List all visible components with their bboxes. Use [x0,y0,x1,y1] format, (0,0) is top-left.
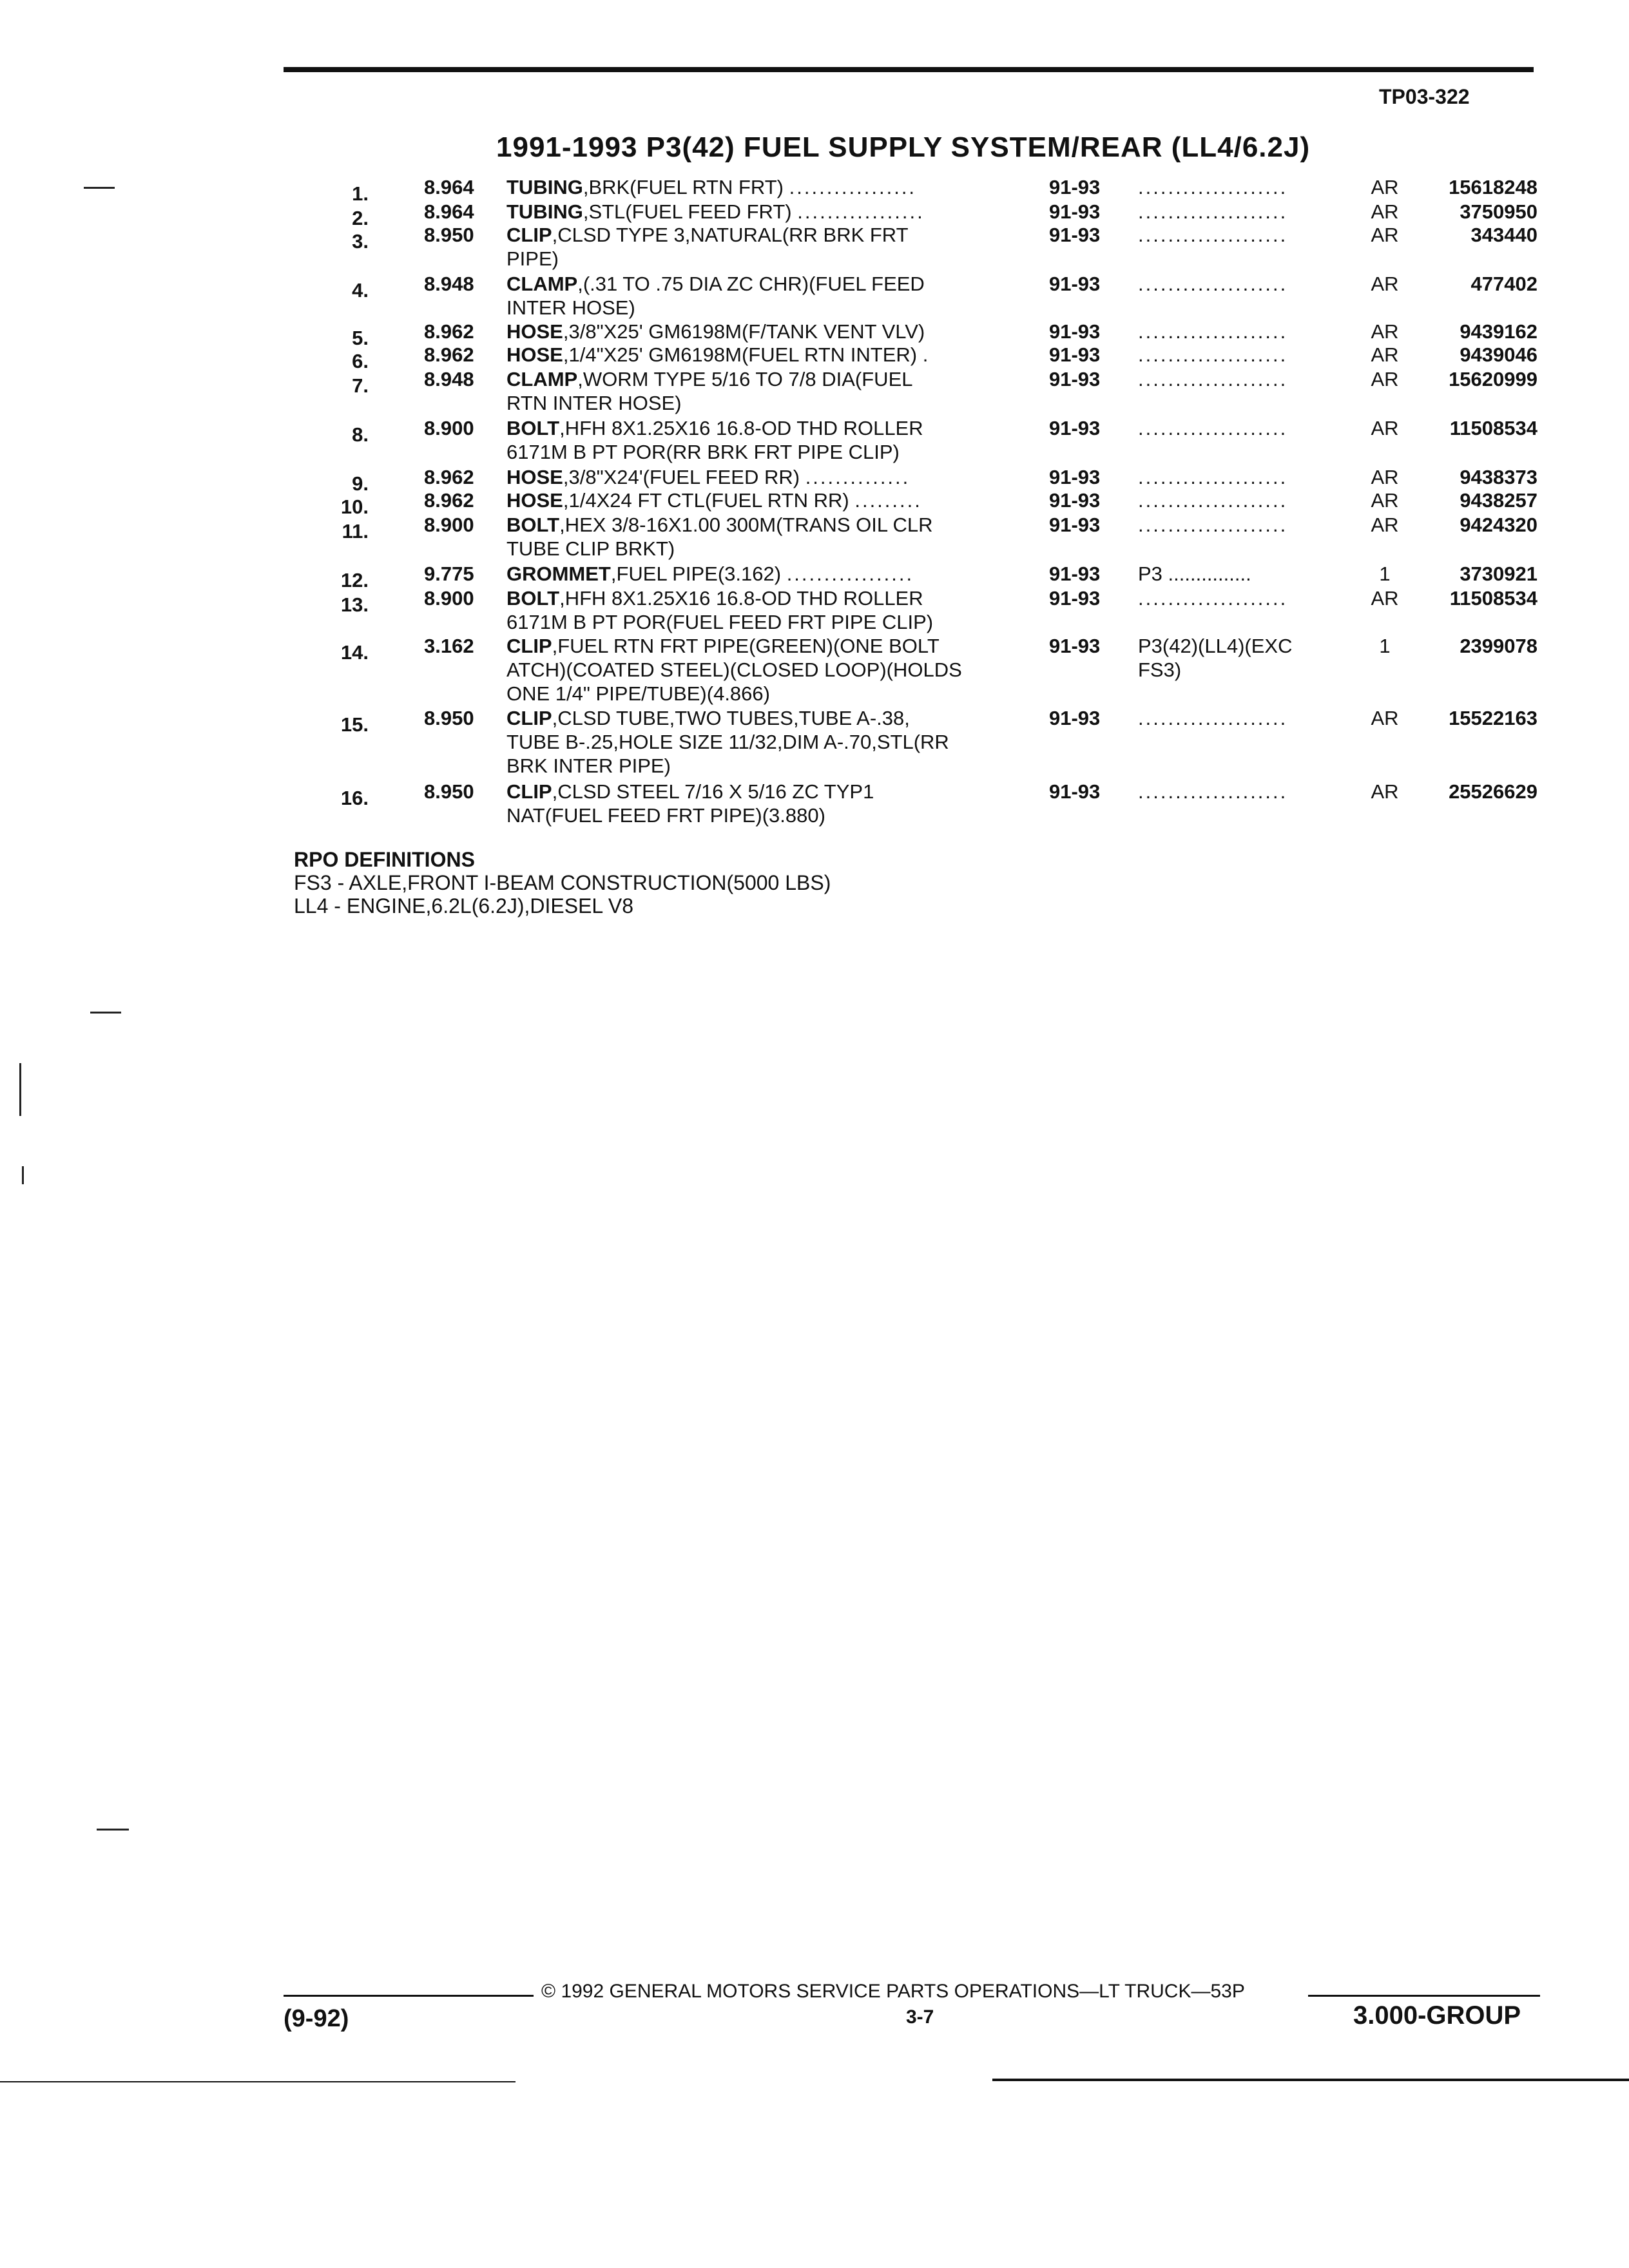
model-years: 91-93 [1049,343,1101,366]
part-number: 477402 [1470,273,1537,295]
quantity: AR [1371,176,1399,198]
rpo-heading: RPO DEFINITIONS [294,848,475,871]
footer-rule-left [284,1995,534,1997]
group-number: 8.962 [424,489,474,512]
item-number: 7. [352,374,369,397]
part-description [506,175,1041,199]
part-description [506,488,1041,512]
part-description [506,780,1041,827]
group-number: 8.948 [424,273,474,295]
footer-rule-right [1308,1995,1540,1997]
part-detail: ,WORM TYPE 5/16 TO 7/8 DIA(FUEL [577,368,913,390]
rpo-definitions [294,848,831,918]
group-number: 8.950 [424,707,474,729]
quantity: AR [1371,368,1399,390]
part-detail-continued: NAT(FUEL FEED FRT PIPE)(3.880) [506,804,825,827]
part-detail: ,FUEL RTN FRT PIPE(GREEN)(ONE BOLT [552,635,940,657]
quantity: AR [1371,587,1399,610]
usage: .................... [1138,224,1288,246]
part-number: 9439162 [1460,320,1537,343]
part-description [506,634,1041,706]
item-number: 1. [352,182,369,205]
part-name: CLIP [506,780,552,803]
page-title: 1991-1993 P3(42) FUEL SUPPLY SYSTEM/REAR (LL4/6.2J) [496,131,1311,163]
group-number: 8.948 [424,368,474,390]
usage: .................... [1138,489,1288,512]
group-number: 8.964 [424,176,474,198]
usage: P3(42)(LL4)(EXC FS3) [1138,635,1293,681]
part-name: HOSE [506,320,563,343]
part-detail: ,1/4X24 FT CTL(FUEL RTN RR) [563,489,849,512]
margin-mark [90,1012,121,1014]
part-detail: ,1/4"X25' GM6198M(FUEL RTN INTER) [563,343,918,366]
group-number: 8.950 [424,224,474,246]
part-description [506,343,1041,367]
model-years: 91-93 [1049,273,1101,295]
model-years: 91-93 [1049,635,1101,657]
model-years: 91-93 [1049,780,1101,803]
usage: .................... [1138,320,1288,343]
item-number: 5. [352,327,369,349]
group-number: 9.775 [424,562,474,585]
item-number: 4. [352,279,369,302]
model-years: 91-93 [1049,368,1101,390]
part-detail: ,3/8"X24'(FUEL FEED RR) [563,466,800,488]
usage: .................... [1138,368,1288,390]
quantity: AR [1371,224,1399,246]
item-number: 13. [340,593,369,616]
quantity: AR [1371,343,1399,366]
quantity: AR [1371,273,1399,295]
item-number: 2. [352,207,369,229]
part-number: 343440 [1470,224,1537,246]
usage: .................... [1138,587,1288,610]
model-years: 91-93 [1049,489,1101,512]
group-number: 8.962 [424,343,474,366]
part-description [506,562,1041,586]
part-detail: ,3/8"X25' GM6198M(F/TANK VENT VLV) [563,320,925,343]
part-detail: ,HFH 8X1.25X16 16.8-OD THD ROLLER [559,417,923,439]
part-detail-continued: RTN INTER HOSE) [506,392,682,414]
bottom-rule-right [992,2079,1629,2081]
part-description [506,416,1041,464]
part-detail-continued: PIPE) [506,247,559,270]
part-name: BOLT [506,514,560,536]
model-years: 91-93 [1049,320,1101,343]
part-name: CLAMP [506,368,578,390]
margin-mark [22,1166,24,1184]
part-number: 15522163 [1449,707,1537,729]
part-detail: ,HFH 8X1.25X16 16.8-OD THD ROLLER [559,587,923,610]
part-detail: ,HEX 3/8-16X1.00 300M(TRANS OIL CLR [559,514,933,536]
usage: .................... [1138,200,1288,223]
part-number: 11508534 [1449,417,1537,439]
part-number: 11508534 [1449,587,1537,610]
usage: .................... [1138,273,1288,295]
part-number: 9438373 [1460,466,1537,488]
rpo-definition: FS3 - AXLE,FRONT I-BEAM CONSTRUCTION(5000 LBS) [294,871,831,894]
margin-mark [97,1829,129,1831]
part-name: TUBING [506,176,583,198]
model-years: 91-93 [1049,562,1101,585]
quantity: AR [1371,514,1399,536]
group-number: 8.962 [424,466,474,488]
group-number: 8.964 [424,200,474,223]
part-detail-continued: TUBE CLIP BRKT) [506,537,675,560]
part-detail: ,BRK(FUEL RTN FRT) [583,176,784,198]
item-number: 15. [340,713,369,736]
part-description [506,367,1041,415]
model-years: 91-93 [1049,417,1101,439]
part-description [506,223,1041,271]
item-number: 9. [352,472,369,495]
part-number: 2399078 [1460,635,1537,657]
part-detail-continued: 6171M B PT POR(RR BRK FRT PIPE CLIP) [506,441,900,463]
part-description [506,706,1041,778]
part-name: HOSE [506,343,563,366]
rpo-definition: LL4 - ENGINE,6.2L(6.2J),DIESEL V8 [294,894,634,918]
part-detail: ,FUEL PIPE(3.162) [610,562,782,585]
group-number: 8.962 [424,320,474,343]
leader-dots: .............. [805,466,911,488]
quantity: AR [1371,200,1399,223]
item-number: 14. [340,641,369,664]
part-name: BOLT [506,417,560,439]
part-number: 15618248 [1449,176,1537,198]
footer-date: (9-92) [284,2005,349,2032]
item-number: 6. [352,350,369,372]
group-number: 8.900 [424,514,474,536]
quantity: AR [1371,489,1399,512]
usage: .................... [1138,176,1288,198]
margin-mark [19,1063,21,1116]
quantity: AR [1371,320,1399,343]
part-number: 15620999 [1449,368,1537,390]
group-number: 8.900 [424,587,474,610]
part-number: 3750950 [1460,200,1537,223]
part-detail: ,CLSD TYPE 3,NATURAL(RR BRK FRT [552,224,909,246]
part-number: 3730921 [1460,562,1537,585]
part-description [506,513,1041,561]
model-years: 91-93 [1049,224,1101,246]
page-code: TP03-322 [1379,85,1470,108]
group-number: 8.950 [424,780,474,803]
part-number: 9439046 [1460,343,1537,366]
part-name: HOSE [506,466,563,488]
model-years: 91-93 [1049,466,1101,488]
part-name: TUBING [506,200,583,223]
group-number: 3.162 [424,635,474,657]
quantity: 1 [1379,562,1391,585]
usage: .................... [1138,707,1288,729]
model-years: 91-93 [1049,200,1101,223]
leader-dots: ......... [854,489,922,512]
part-number: 9438257 [1460,489,1537,512]
item-number: 12. [340,569,369,591]
page-number: 3-7 [906,2006,934,2028]
part-detail: ,(.31 TO .75 DIA ZC CHR)(FUEL FEED [577,273,925,295]
part-name: BOLT [506,587,560,610]
quantity: AR [1371,780,1399,803]
margin-mark [84,187,115,189]
item-number: 16. [340,787,369,809]
item-number: 10. [340,495,369,518]
item-number: 11. [342,520,369,543]
part-description [506,272,1041,320]
model-years: 91-93 [1049,176,1101,198]
part-name: GROMMET [506,562,611,585]
footer-group: 3.000-GROUP [1353,2001,1521,2030]
part-detail: ,CLSD STEEL 7/16 X 5/16 ZC TYP1 [552,780,874,803]
leader-dots: ................. [789,176,917,198]
usage: .................... [1138,417,1288,439]
usage: .................... [1138,466,1288,488]
part-detail-continued: INTER HOSE) [506,296,635,319]
leader-dots: ................. [786,562,914,585]
part-detail: ,CLSD TUBE,TWO TUBES,TUBE A-.38, [552,707,910,729]
part-description [506,465,1041,489]
leader-dots: ................. [797,200,925,223]
part-name: CLIP [506,707,552,729]
leader-dots: . [922,343,930,366]
group-number: 8.900 [424,417,474,439]
part-detail-continued: ATCH)(COATED STEEL)(CLOSED LOOP)(HOLDS ONE 1/4" PIPE/TUBE)(4.866) [506,658,962,705]
model-years: 91-93 [1049,707,1101,729]
part-name: CLIP [506,635,552,657]
bottom-rule-left [0,2081,516,2082]
model-years: 91-93 [1049,587,1101,610]
usage: .................... [1138,514,1288,536]
part-name: CLAMP [506,273,578,295]
part-detail: ,STL(FUEL FEED FRT) [583,200,792,223]
part-number: 25526629 [1449,780,1537,803]
item-number: 8. [352,423,369,446]
part-name: CLIP [506,224,552,246]
part-detail-continued: 6171M B PT POR(FUEL FEED FRT PIPE CLIP) [506,611,934,633]
usage: P3 ............... [1138,562,1251,585]
part-description [506,200,1041,224]
usage: .................... [1138,780,1288,803]
quantity: 1 [1379,635,1391,657]
part-description [506,320,1041,343]
model-years: 91-93 [1049,514,1101,536]
part-description [506,586,1041,634]
quantity: AR [1371,707,1399,729]
item-number: 3. [352,230,369,253]
header-rule [284,67,1534,72]
part-name: HOSE [506,489,563,512]
quantity: AR [1371,466,1399,488]
part-number: 9424320 [1460,514,1537,536]
quantity: AR [1371,417,1399,439]
usage: .................... [1138,343,1288,366]
part-detail-continued: TUBE B-.25,HOLE SIZE 11/32,DIM A-.70,STL(RR BRK INTER PIPE) [506,731,949,777]
footer-copyright: © 1992 GENERAL MOTORS SERVICE PARTS OPERATIONS—LT TRUCK—53P [541,1981,1245,2002]
